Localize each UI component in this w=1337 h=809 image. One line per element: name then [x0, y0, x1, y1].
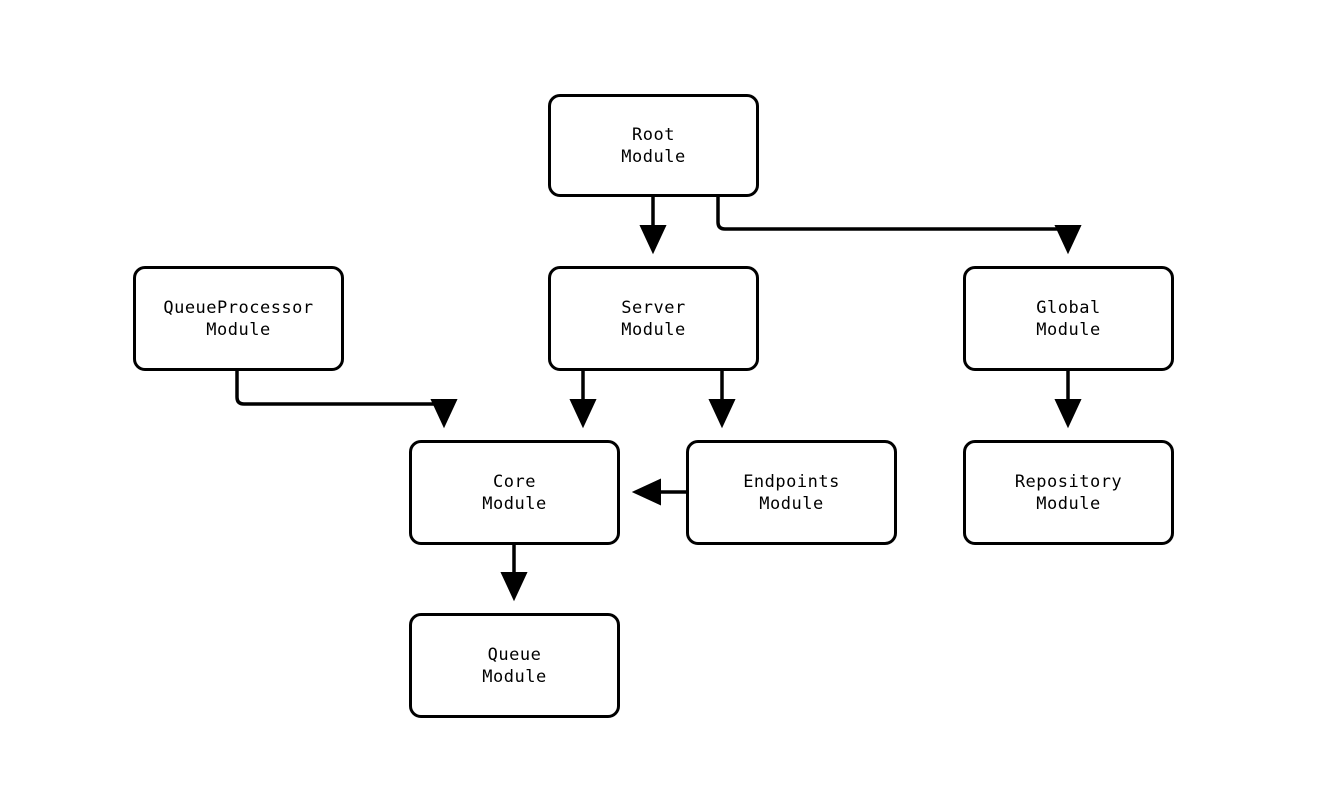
node-endpoints-module[interactable] [686, 440, 897, 545]
node-label-line2: Module [482, 666, 547, 687]
node-label-line2: Module [759, 493, 824, 514]
node-label-line2: Module [1036, 493, 1101, 514]
node-label-line1: QueueProcessor [163, 297, 314, 318]
node-label-line1: Core [493, 471, 536, 492]
node-label-line2: Module [621, 319, 686, 340]
node-global-module[interactable] [963, 266, 1174, 371]
edge-queueprocessor-to-core [237, 371, 444, 424]
node-label-line1: Queue [487, 644, 542, 665]
node-server-module[interactable] [548, 266, 759, 371]
node-label-line1: Global [1036, 297, 1101, 318]
node-root-module[interactable] [548, 94, 759, 197]
node-core-module[interactable] [409, 440, 620, 545]
node-repository-module[interactable] [963, 440, 1174, 545]
node-label-line2: Module [482, 493, 547, 514]
node-label-line1: Server [621, 297, 686, 318]
node-label-line2: Module [621, 146, 686, 167]
node-label-line2: Module [206, 319, 271, 340]
node-label-line1: Root [632, 124, 675, 145]
node-label-line1: Repository [1014, 471, 1123, 492]
edge-root-to-global [718, 197, 1068, 250]
node-label-line2: Module [1036, 319, 1101, 340]
node-label-line1: Endpoints [743, 471, 840, 492]
node-queue-module[interactable] [409, 613, 620, 718]
node-queueprocessor-module[interactable] [133, 266, 344, 371]
